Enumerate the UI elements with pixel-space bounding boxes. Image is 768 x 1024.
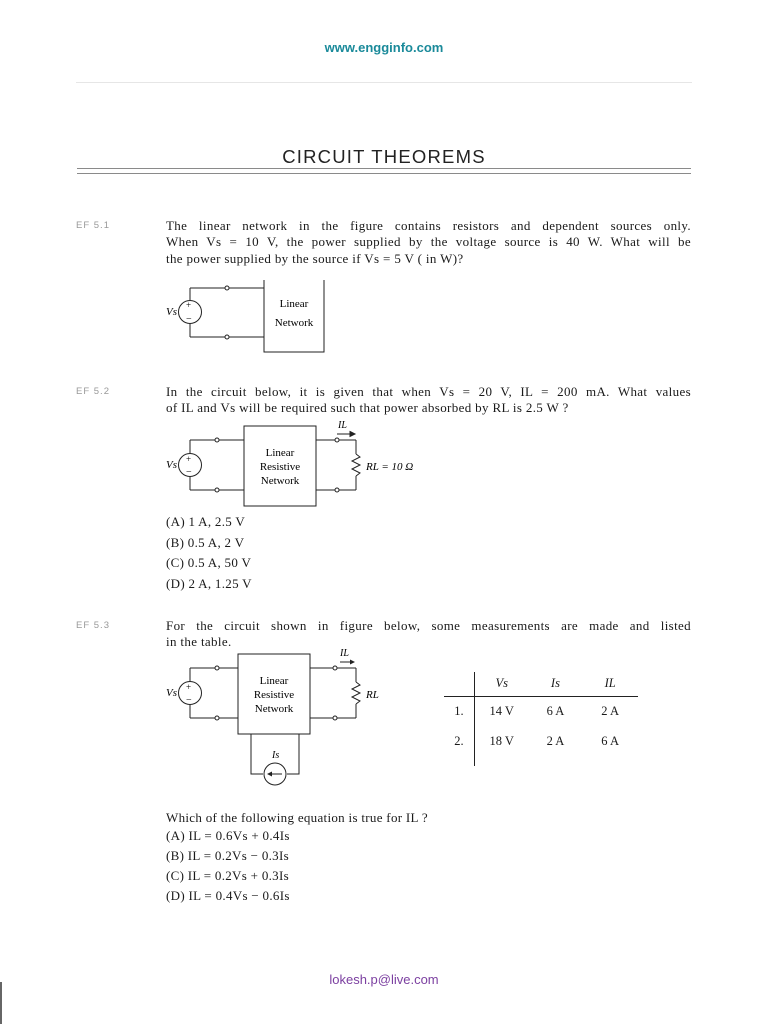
- load-resistor-icon: [352, 682, 360, 704]
- table-row: [444, 696, 638, 726]
- answer-option[interactable]: (B) 0.5 A, 2 V: [166, 535, 245, 550]
- source-label: Vs: [166, 306, 177, 318]
- question-number: EF 5.3: [76, 620, 110, 631]
- table-cell: 6 A: [601, 733, 619, 748]
- box-label: Resistive: [253, 689, 295, 701]
- box-label: Linear: [259, 675, 289, 687]
- footer-email[interactable]: lokesh.p@live.com: [329, 972, 439, 987]
- current-label: IL: [340, 648, 349, 659]
- table-header-cell: Vs: [474, 672, 528, 696]
- question-text-line: When Vs = 10 V, the power supplied by the voltage source is 40 W. What will be: [166, 234, 691, 249]
- load-resistor-icon: [352, 454, 360, 476]
- page-edge-mark: [0, 982, 2, 1024]
- table-cell: 2.: [444, 726, 474, 756]
- circuit-with-current-source-figure: [160, 644, 400, 790]
- load-label: RL = 10 Ω: [366, 461, 414, 473]
- question-prompt: Which of the following equation is true for IL ?: [166, 810, 428, 825]
- linear-resistive-network-figure: [160, 416, 440, 512]
- answer-option[interactable]: (D) 2 A, 1.25 V: [166, 576, 252, 591]
- site-url[interactable]: www.engginfo.com: [324, 40, 444, 55]
- svg-text:+: +: [186, 300, 192, 310]
- table-header-cell: IL: [582, 672, 638, 696]
- box-label: Linear: [279, 298, 309, 310]
- question-text-line: of IL and Vs will be required such that power absorbed by RL is 2.5 W ?: [166, 400, 569, 415]
- source-label: Vs: [166, 459, 177, 471]
- table-cell: 14 V: [489, 703, 514, 718]
- box-label: Network: [260, 475, 300, 487]
- linear-network-figure: [160, 280, 340, 360]
- table-header-cell: [444, 672, 474, 696]
- header-divider: [76, 82, 692, 83]
- question-text-line: For the circuit shown in figure below, some measurements are made and listed: [166, 618, 691, 633]
- question-number: EF 5.1: [76, 220, 110, 231]
- table-header-cell: Is: [529, 672, 583, 696]
- network-box: [264, 280, 324, 352]
- box-label: Resistive: [259, 461, 301, 473]
- table-cell: 1.: [444, 696, 474, 726]
- current-label: IL: [338, 420, 347, 431]
- answer-option[interactable]: (B) IL = 0.2Vs − 0.3Is: [166, 848, 289, 863]
- svg-text:+: +: [186, 682, 192, 692]
- question-text-line: the power supplied by the source if Vs = 5 V ( in W)?: [166, 251, 464, 266]
- table-cell: 6 A: [546, 703, 565, 718]
- box-label: Network: [274, 317, 314, 329]
- answer-option[interactable]: (A) 1 A, 2.5 V: [166, 514, 246, 529]
- title-double-rule: [77, 168, 691, 174]
- svg-text:−: −: [186, 314, 192, 325]
- table-row: [444, 726, 638, 756]
- question-text-line: in the table.: [166, 634, 232, 649]
- measurement-table: [444, 672, 638, 766]
- box-label: Linear: [265, 447, 295, 459]
- question-text-line: In the circuit below, it is given that when Vs = 20 V, IL = 200 mA. What values: [166, 384, 691, 399]
- answer-option[interactable]: (C) IL = 0.2Vs + 0.3Is: [166, 868, 289, 883]
- svg-text:−: −: [186, 467, 192, 478]
- answer-option[interactable]: (C) 0.5 A, 50 V: [166, 555, 252, 570]
- table-cell: 2 A: [546, 733, 565, 748]
- question-text-line: The linear network in the figure contains resistors and dependent sources only.: [166, 218, 691, 233]
- current-source-label: Is: [272, 750, 280, 761]
- load-label: RL: [366, 689, 379, 701]
- table-cell: 2 A: [601, 703, 619, 718]
- answer-option[interactable]: (D) IL = 0.4Vs − 0.6Is: [166, 888, 290, 903]
- svg-text:+: +: [186, 454, 192, 464]
- box-label: Network: [254, 703, 294, 715]
- svg-text:−: −: [186, 695, 192, 706]
- question-number: EF 5.2: [76, 386, 110, 397]
- table-cell: 18 V: [489, 733, 514, 748]
- source-label: Vs: [166, 687, 177, 699]
- chapter-title: CIRCUIT THEOREMS: [282, 146, 486, 167]
- answer-option[interactable]: (A) IL = 0.6Vs + 0.4Is: [166, 828, 290, 843]
